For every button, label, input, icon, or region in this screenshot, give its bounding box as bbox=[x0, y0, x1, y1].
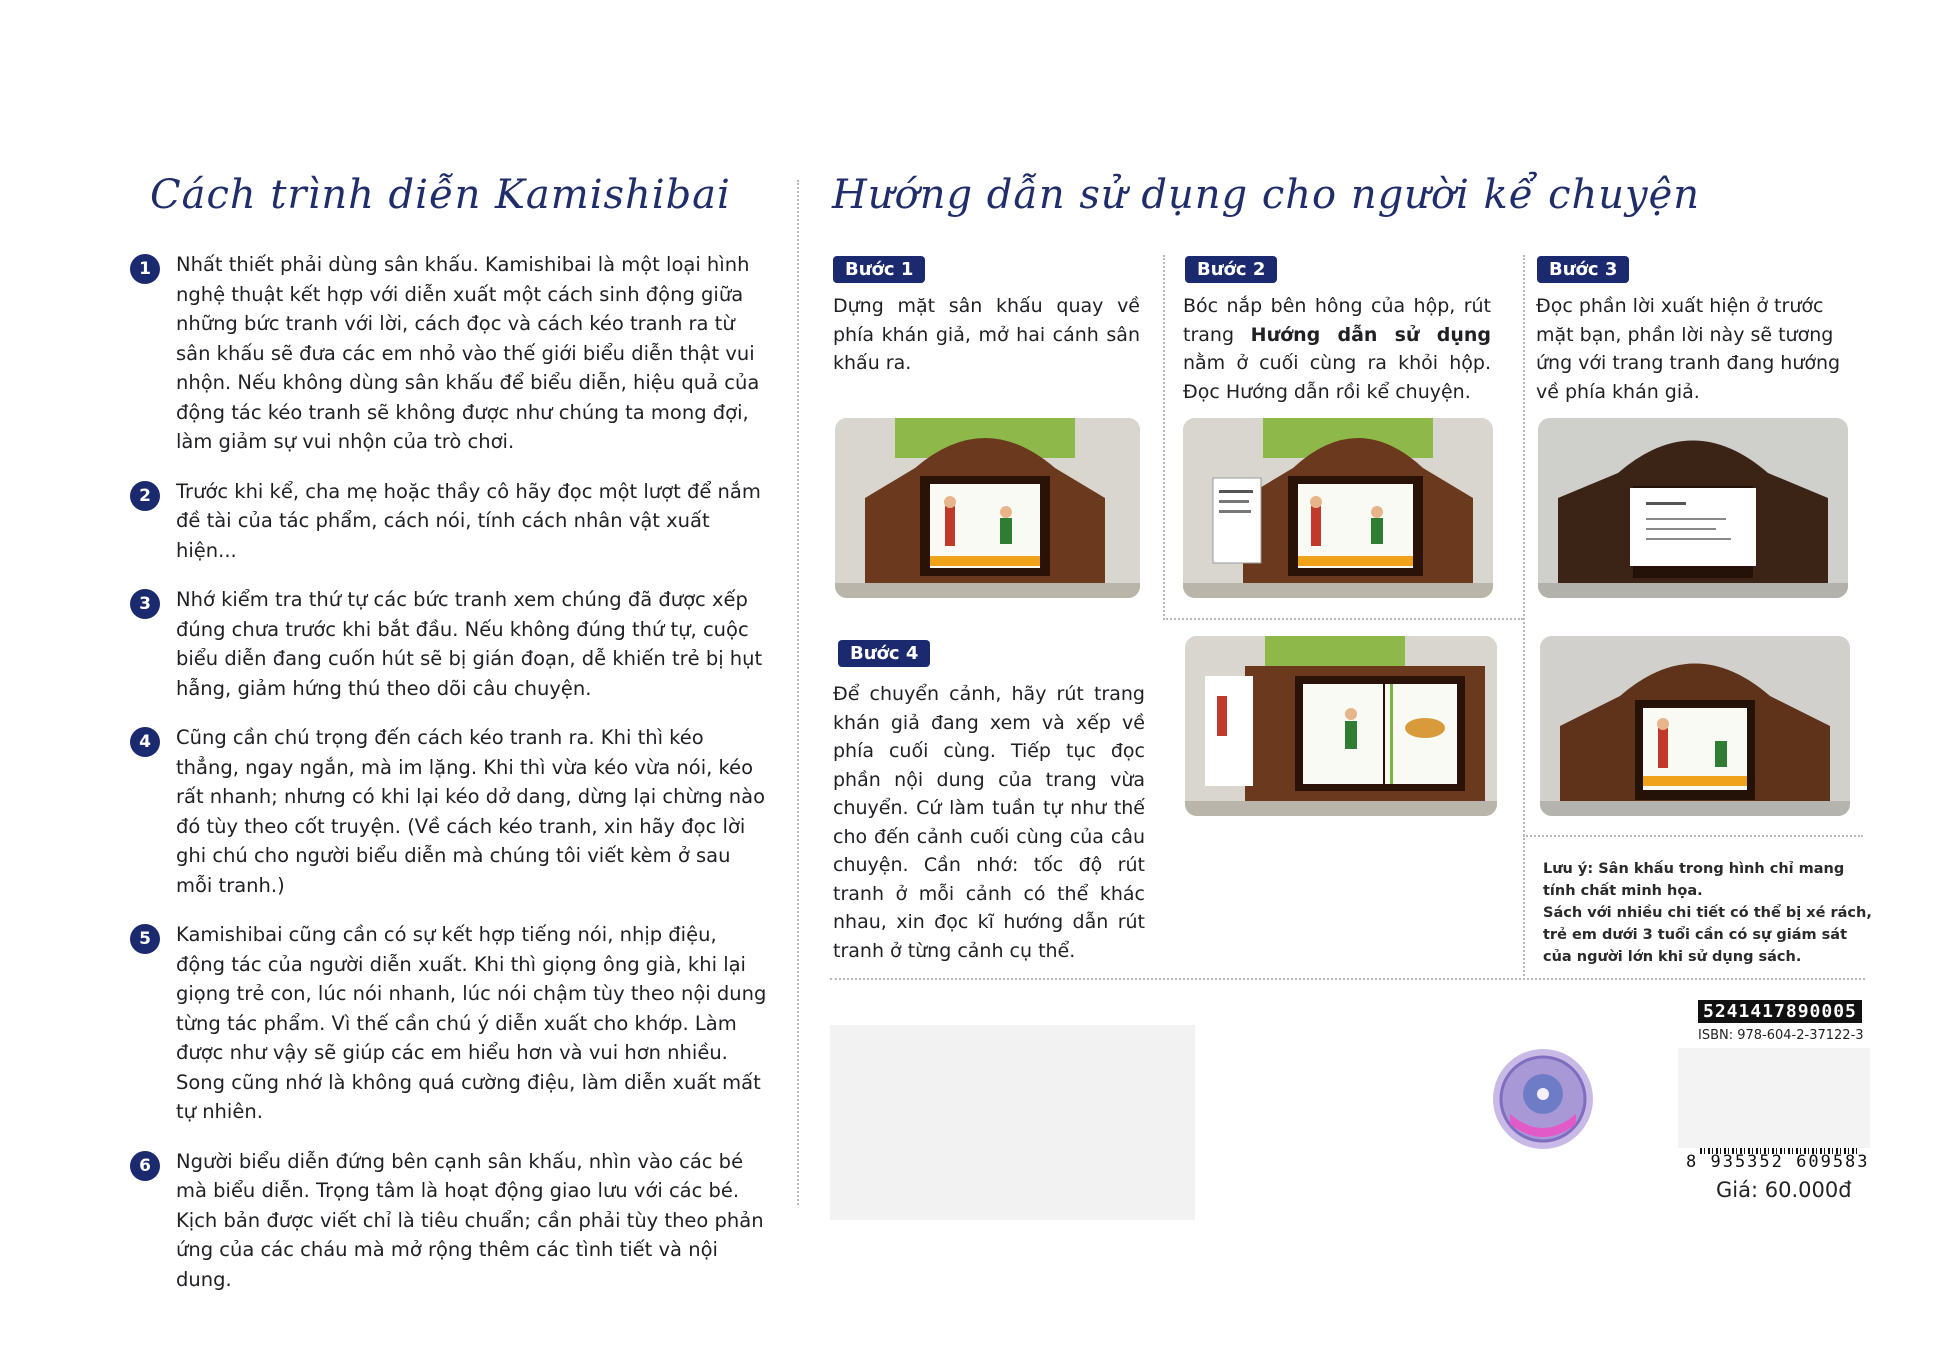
isbn: ISBN: 978-604-2-37122-3 bbox=[1698, 1028, 1864, 1043]
column-divider bbox=[797, 180, 799, 1205]
number-badge: 1 bbox=[130, 254, 160, 284]
item-text: Nhớ kiểm tra thứ tự các bức tranh xem chúng đã được xếp đúng chưa trước khi bắt đầu. Nếu không đúng thứ tự, cuộc biểu diễn đang cuốn hút sẽ bị gián đoạn, dễ khiến trẻ bị hụt hẫng, giảm hứng thú theo dõi câu chuyện. bbox=[176, 588, 763, 700]
price: Giá: 60.000đ bbox=[1716, 1178, 1852, 1202]
separator bbox=[830, 978, 1865, 980]
number-badge: 2 bbox=[130, 481, 160, 511]
separator bbox=[1523, 835, 1863, 837]
step-2-badge: Bước 2 bbox=[1185, 256, 1277, 283]
step-4-badge: Bước 4 bbox=[838, 640, 930, 667]
separator bbox=[1163, 255, 1165, 620]
separator bbox=[1163, 618, 1523, 620]
label-placeholder bbox=[830, 1025, 1195, 1220]
note-line-1: Lưu ý: Sân khấu trong hình chỉ mang tính chất minh họa. bbox=[1543, 861, 1845, 899]
list-item bbox=[130, 585, 770, 703]
safety-note bbox=[1543, 858, 1873, 968]
list-item bbox=[130, 1147, 770, 1295]
list-item bbox=[130, 723, 770, 900]
number-badge: 4 bbox=[130, 727, 160, 757]
step-3-badge: Bước 3 bbox=[1537, 256, 1629, 283]
left-title: Cách trình diễn Kamishibai bbox=[150, 172, 731, 218]
list-item bbox=[130, 250, 770, 457]
item-text: Cũng cần chú trọng đến cách kéo tranh ra. Khi thì kéo thẳng, ngay ngắn, mà im lặng. Khi thì vừa kéo vừa nói, kéo rất nhanh; nhưng có khi lại kéo dở dang, dừng lại chừng nào đó tùy theo cốt truyện. (Về cách kéo tranh, xin hãy đọc lời ghi chú cho người biểu diễn mà chúng tôi viết kèm ở sau mỗi tranh.) bbox=[176, 726, 766, 897]
instruction-list bbox=[130, 250, 770, 1314]
step-2-text bbox=[1183, 292, 1491, 406]
separator bbox=[1523, 255, 1525, 980]
stage-photo-final bbox=[1540, 636, 1850, 816]
list-item bbox=[130, 477, 770, 566]
step-1-badge: Bước 1 bbox=[833, 256, 925, 283]
step-4-text: Để chuyển cảnh, hãy rút trang khán giả đang xem và xếp về phía cuối cùng. Tiếp tục đọc phần nội dung của trang vừa chuyển. Cứ làm tuần tự như thế cho đến cảnh cuối cùng của câu chuyện. Cần nhớ: tốc độ rút tranh ở mỗi cảnh có thể khác nhau, xin đọc kĩ hướng dẫn rút tranh ở từng cảnh cụ thể. bbox=[833, 683, 1145, 962]
step-2-text-a: Bóc nắp bên hông của hộp, rút trang bbox=[1183, 295, 1491, 346]
product-code: 5241417890005 bbox=[1698, 1000, 1862, 1023]
stage-photo-step-4 bbox=[1185, 636, 1497, 816]
number-badge: 6 bbox=[130, 1151, 160, 1181]
step-3-text: Đọc phần lời xuất hiện ở trước mặt bạn, phần lời này sẽ tương ứng với trang tranh đang hướng về phía khán giả. bbox=[1536, 295, 1841, 403]
step-2-text-b: nằm ở cuối cùng ra khỏi hộp. Đọc Hướng dẫn rồi kể chuyện. bbox=[1183, 352, 1491, 403]
right-title: Hướng dẫn sử dụng cho người kể chuyện bbox=[832, 172, 1701, 218]
stage-photo-step-1 bbox=[835, 418, 1140, 598]
item-text: Người biểu diễn đứng bên cạnh sân khấu, nhìn vào các bé mà biểu diễn. Trọng tâm là hoạt động giao lưu với các bé. Kịch bản được viết chỉ là tiêu chuẩn; cần phải tùy theo phản ứng của các cháu mà mở rộng thêm các tình tiết và nội dung. bbox=[176, 1149, 764, 1291]
note-line-2: Sách với nhiều chi tiết có thể bị xé rách, trẻ em dưới 3 tuổi cần có sự giám sát của người lớn khi sử dụng sách. bbox=[1543, 905, 1872, 965]
stage-photo-step-3 bbox=[1538, 418, 1848, 598]
barcode-digits: 8 935352 609583 bbox=[1686, 1152, 1870, 1172]
step-2-text-bold: Hướng dẫn sử dụng bbox=[1250, 323, 1492, 346]
step-1-text: Dựng mặt sân khấu quay về phía khán giả, mở hai cánh sân khấu ra. bbox=[833, 295, 1140, 374]
stage-photo-step-2 bbox=[1183, 418, 1493, 598]
item-text: Nhất thiết phải dùng sân khấu. Kamishibai là một loại hình nghệ thuật kết hợp với diễn xuất một cách sinh động giữa những bức tranh với lời, cách đọc và cách kéo tranh ra từ sân khấu sẽ đưa các em nhỏ vào thế giới biểu diễn thật vui nhộn. Nếu không dùng sân khấu để biểu diễn, hiệu quả của động tác kéo tranh sẽ không được như chúng ta mong đợi, làm giảm sự vui nhộn của trò chơi. bbox=[176, 253, 760, 453]
item-text: Kamishibai cũng cần có sự kết hợp tiếng nói, nhịp điệu, động tác của người diễn xuất. Khi thì giọng ông già, khi lại giọng trẻ con, lúc nói nhanh, lúc nói chậm tùy theo nội dung từng tác phẩm. Vì thế cần chú ý diễn xuất cho khớp. Làm được như vậy sẽ giúp các em hiểu hơn và vui hơn nhiều. Song cũng nhớ là không quá cường điệu, làm diễn xuất mất tự nhiên. bbox=[176, 923, 767, 1123]
number-badge: 5 bbox=[130, 924, 160, 954]
barcode-area bbox=[1678, 1048, 1870, 1148]
list-item bbox=[130, 920, 770, 1127]
number-badge: 3 bbox=[130, 589, 160, 619]
item-text: Trước khi kể, cha mẹ hoặc thầy cô hãy đọc một lượt để nắm đề tài của tác phẩm, cách nói, tính cách nhân vật xuất hiện... bbox=[176, 479, 761, 562]
hologram-seal bbox=[1490, 1046, 1596, 1152]
